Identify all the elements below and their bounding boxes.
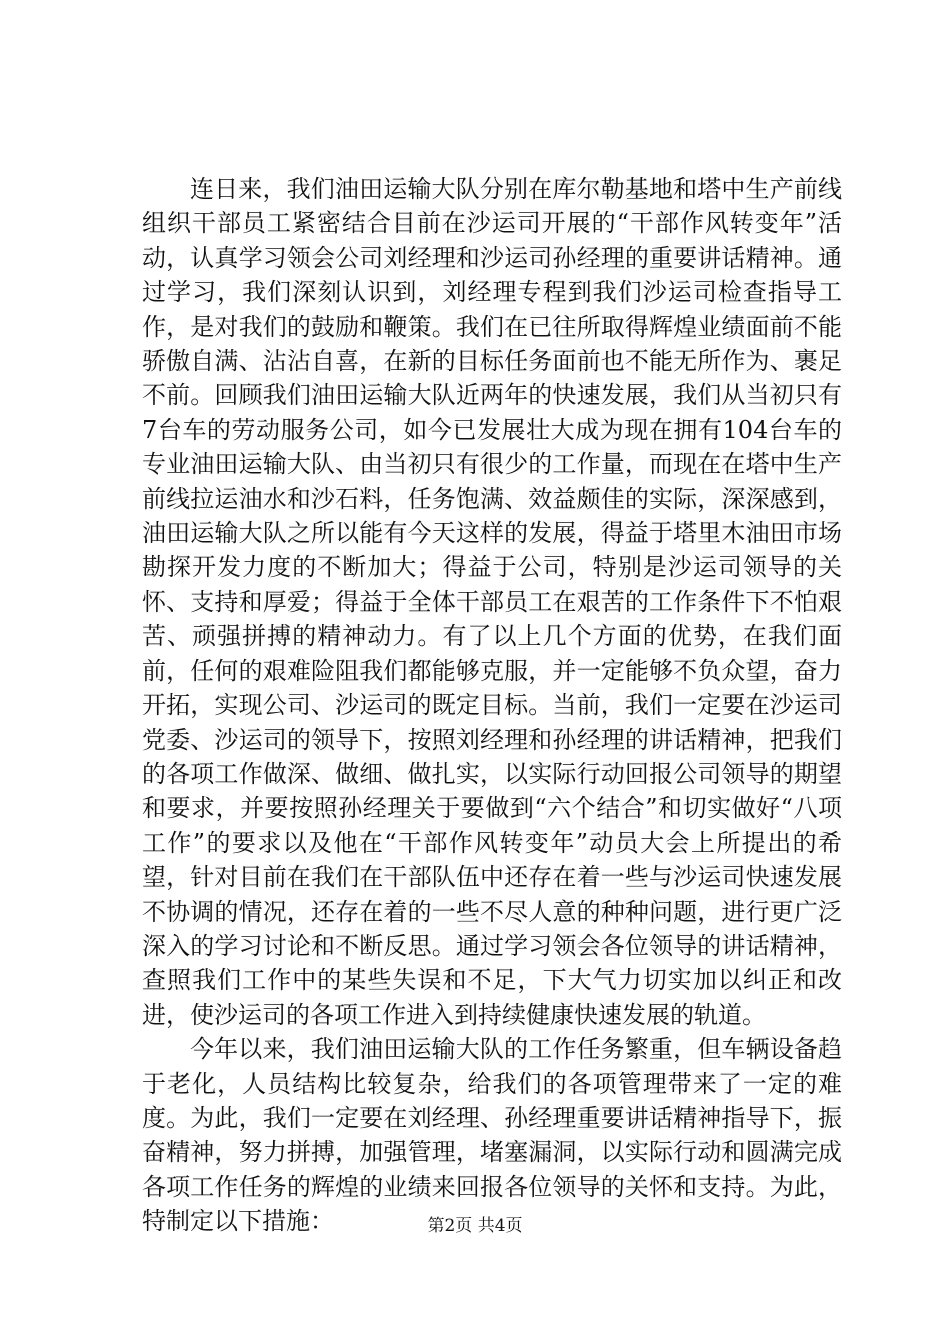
page-number-footer: 第2页 共4页 [427, 1216, 523, 1236]
paragraph-2: 今年以来，我们油田运输大队的工作任务繁重，但车辆设备趋于老化，人员结构比较复杂，给我们的各项管理带来了一定的难度。为此，我们一定要在刘经理、孙经理重要讲话精神指导下，振奋精神，努力拼搏，加强管理，堵塞漏洞，以实际行动和圆满完成各项工作任务的辉煌的业绩来回报各位领导的关怀和支持。为此，特制定以下措施： [142, 1035, 842, 1236]
paragraph-1: 连日来，我们油田运输大队分别在库尔勒基地和塔中生产前线组织干部员工紧密结合目前在沙运司开展的“干部作风转变年”活动，认真学习领会公司刘经理和沙运司孙经理的重要讲话精神。通过学习，我们深刻认识到，刘经理专程到我们沙运司检查指导工作，是对我们的鼓励和鞭策。我们在已往所取得辉煌业绩面前不能骄傲自满、沾沾自喜，在新的目标任务面前也不能无所作为、裹足不前。回顾我们油田运输大队近两年的快速发展，我们从当初只有7台车的劳动服务公司，如今已发展壮大成为现在拥有104台车的专业油田运输大队、由当初只有很少的工作量，而现在在塔中生产前线拉运油水和沙石料，任务饱满、效益颇佳的实际，深深感到，油田运输大队之所以能有今天这样的发展，得益于塔里木油田市场勘探开发力度的不断加大；得益于公司，特别是沙运司领导的关怀、支持和厚爱；得益于全体干部员工在艰苦的工作条件下不怕艰苦、顽强拼搏的精神动力。有了以上几个方面的优势，在我们面前，任何的艰难险阻我们都能够克服，并一定能够不负众望，奋力开拓，实现公司、沙运司的既定目标。当前，我们一定要在沙运司党委、沙运司的领导下，按照刘经理和孙经理的讲话精神，把我们的各项工作做深、做细、做扎实，以实际行动回报公司领导的期望和要求，并要按照孙经理关于要做到“六个结合”和切实做好“八项工作”的要求以及他在“干部作风转变年”动员大会上所提出的希望，针对目前在我们在干部队伍中还存在着一些与沙运司快速发展不协调的情况，还存在着的一些不尽人意的种种问题，进行更广泛深入的学习讨论和不断反思。通过学习领会各位领导的讲话精神，查照我们工作中的某些失误和不足，下大气力切实加以纠正和改进，使沙运司的各项工作进入到持续健康快速发展的轨道。 [142, 175, 842, 1029]
document-body [142, 172, 842, 1239]
